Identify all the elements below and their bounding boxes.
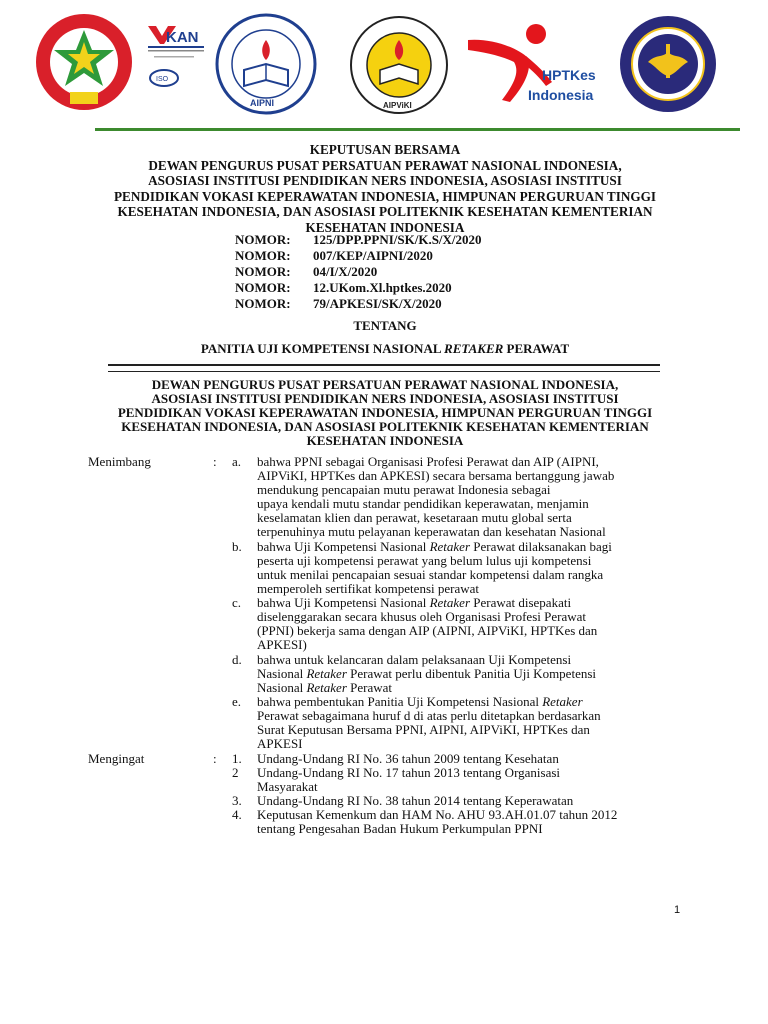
item-text	[257, 695, 672, 751]
item-line: APKESI	[257, 736, 303, 751]
item-number: 2	[232, 765, 239, 780]
svg-text:Indonesia: Indonesia	[528, 87, 594, 103]
tentang-heading: TENTANG	[353, 318, 417, 333]
item-line: bahwa untuk kelancaran dalam pelaksanaan Uji Kompetensi	[257, 652, 572, 667]
menimbang-label: Menimbang	[88, 454, 151, 469]
page-number: 1	[674, 904, 681, 916]
nomor-value: 04/I/X/2020	[313, 264, 378, 279]
hptkes-logo	[462, 20, 612, 110]
item-line: tentang Pengesahan Badan Hukum Perkumpulan PPNI	[257, 821, 543, 836]
nomor-value: 125/DPP.PPNI/SK/K.S/X/2020	[313, 232, 482, 247]
item-number: c.	[232, 595, 242, 610]
item-line: bahwa Uji Kompetensi Nasional Retaker Perawat disepakati	[257, 595, 572, 610]
section-colon: :	[213, 454, 217, 469]
item-line: bahwa Uji Kompetensi Nasional Retaker Perawat dilaksanakan bagi	[257, 539, 612, 554]
item-number: 3.	[232, 793, 242, 808]
mengingat-label: Mengingat	[88, 751, 145, 766]
decree-numbers	[235, 232, 482, 312]
decree-number-row	[235, 280, 482, 296]
item-line: Nasional Retaker Perawat perlu dibentuk Panitia Uji Kompetensi	[257, 666, 597, 681]
item-line: Nasional Retaker Perawat	[257, 680, 393, 695]
decree-issuer-line: DEWAN PENGURUS PUSAT PERSATUAN PERAWAT NASIONAL INDONESIA,	[148, 157, 622, 173]
item-text	[257, 752, 672, 766]
double-divider	[108, 364, 660, 372]
body-issuer-block	[100, 378, 670, 448]
decree-issuer-line: ASOSIASI INSTITUSI PENDIDIKAN NERS INDONESIA, ASOSIASI INSTITUSI	[148, 173, 622, 188]
item-number: 1.	[232, 751, 242, 766]
header-divider	[95, 128, 740, 131]
svg-text:ISO: ISO	[156, 76, 169, 83]
subject-text: PANITIA UJI KOMPETENSI NASIONAL	[200, 341, 445, 356]
decree-number-row	[235, 232, 482, 248]
body-issuer-line: KESEHATAN INDONESIA	[306, 433, 464, 448]
item-line: keselamatan klien dan perawat, kesetaraan mutu global serta	[257, 510, 572, 525]
item-text	[257, 455, 672, 539]
item-line: terpenuhinya mutu pelayanan keperawatan dan kesehatan Nasional	[257, 524, 606, 539]
item-text	[257, 653, 672, 695]
svg-text:AIPNI: AIPNI	[250, 98, 275, 108]
decree-title: KEPUTUSAN BERSAMA	[309, 142, 461, 157]
item-line: Undang-Undang RI No. 38 tahun 2014 tentang Keperawatan	[257, 793, 574, 808]
subject-text: PERAWAT	[503, 341, 570, 356]
mengingat-section	[0, 752, 768, 852]
svg-text:HPTKes: HPTKes	[542, 67, 596, 83]
aipviki-logo	[348, 14, 450, 116]
ppni-logo	[34, 12, 134, 112]
item-text	[257, 596, 672, 652]
item-line: Perawat sebagaimana huruf d di atas perlu ditetapkan berdasarkan	[257, 708, 601, 723]
item-line: APKESI)	[257, 637, 307, 652]
item-text	[257, 808, 672, 836]
nomor-label: NOMOR:	[235, 232, 291, 247]
nomor-label: NOMOR:	[235, 248, 291, 263]
item-number: 4.	[232, 807, 242, 822]
svg-text:AIPViKI: AIPViKI	[383, 101, 412, 110]
item-number: a.	[232, 454, 242, 469]
decree-title-block	[100, 142, 670, 235]
nomor-value: 12.UKom.Xl.hptkes.2020	[313, 280, 452, 295]
nomor-value: 79/APKESI/SK/X/2020	[313, 296, 442, 311]
item-line: Keputusan Kemenkum dan HAM No. AHU 93.AH.01.07 tahun 2012	[257, 807, 618, 822]
item-line: diselenggarakan secara khusus oleh Organisasi Profesi Perawat	[257, 609, 586, 624]
svg-text:KAN: KAN	[166, 29, 199, 46]
item-text	[257, 766, 672, 794]
nomor-value: 007/KEP/AIPNI/2020	[313, 248, 433, 263]
item-line: bahwa PPNI sebagai Organisasi Profesi Perawat dan AIP (AIPNI,	[257, 454, 599, 469]
logo-bar	[30, 12, 750, 116]
item-line: untuk menilai pencapaian sesuai standar kompetensi dalam rangka	[257, 567, 604, 582]
decree-number-row	[235, 296, 482, 312]
section-colon: :	[213, 751, 217, 766]
decree-issuer-line: KESEHATAN INDONESIA	[305, 219, 465, 235]
item-line: bahwa pembentukan Panitia Uji Kompetensi Nasional Retaker	[257, 694, 583, 709]
item-number: d.	[232, 652, 242, 667]
nomor-label: NOMOR:	[235, 296, 291, 311]
decree-issuer-line: KESEHATAN INDONESIA, DAN ASOSIASI POLITEKNIK KESEHATAN KEMENTERIAN	[117, 204, 653, 219]
item-line: Undang-Undang RI No. 17 tahun 2013 tentang Organisasi	[257, 765, 561, 780]
item-text	[257, 540, 672, 596]
subject-heading	[100, 341, 670, 357]
item-line: AIPViKI, HPTKes dan APKESI) secara bersama bertanggung jawab	[257, 468, 615, 483]
item-line: Masyarakat	[257, 779, 318, 794]
item-text	[257, 794, 672, 808]
decree-number-row	[235, 264, 482, 280]
apkesi-logo	[618, 14, 718, 114]
decree-number-row	[235, 248, 482, 264]
aipni-logo	[214, 12, 318, 116]
item-line: (PPNI) bekerja sama dengan AIP (AIPNI, AIPViKI, HPTKes dan	[257, 623, 598, 638]
item-line: peserta uji kompetensi perawat yang belum lulus uji kompetensi	[257, 553, 592, 568]
body-issuer-line: PENDIDIKAN VOKASI KEPERAWATAN INDONESIA, HIMPUNAN PERGURUAN TINGGI	[117, 405, 653, 420]
menimbang-section	[0, 455, 768, 755]
item-line: Surat Keputusan Bersama PPNI, AIPNI, AIPViKI, HPTKes dan	[257, 722, 590, 737]
item-line: memperoleh sertifikat kompetensi perawat	[257, 581, 480, 596]
item-line: Undang-Undang RI No. 36 tahun 2009 tentang Kesehatan	[257, 751, 559, 766]
item-number: e.	[232, 694, 242, 709]
body-issuer-line: ASOSIASI INSTITUSI PENDIDIKAN NERS INDONESIA, ASOSIASI INSTITUSI	[151, 391, 619, 406]
item-line: upaya kendali mutu standar pendidikan keperawatan, menjamin	[257, 496, 589, 511]
item-line: mendukung pencapaian mutu perawat Indonesia sebagai	[257, 482, 551, 497]
subject-italic: RETAKER	[444, 341, 504, 356]
decree-issuer-line: PENDIDIKAN VOKASI KEPERAWATAN INDONESIA, HIMPUNAN PERGURUAN TINGGI	[113, 188, 657, 204]
nomor-label: NOMOR:	[235, 264, 291, 279]
item-number: b.	[232, 539, 242, 554]
nomor-label: NOMOR:	[235, 280, 291, 295]
body-issuer-line: DEWAN PENGURUS PUSAT PERSATUAN PERAWAT NASIONAL INDONESIA,	[151, 377, 619, 392]
body-issuer-line: KESEHATAN INDONESIA, DAN ASOSIASI POLITEKNIK KESEHATAN KEMENTERIAN	[121, 419, 649, 434]
kan-logo	[144, 22, 206, 92]
